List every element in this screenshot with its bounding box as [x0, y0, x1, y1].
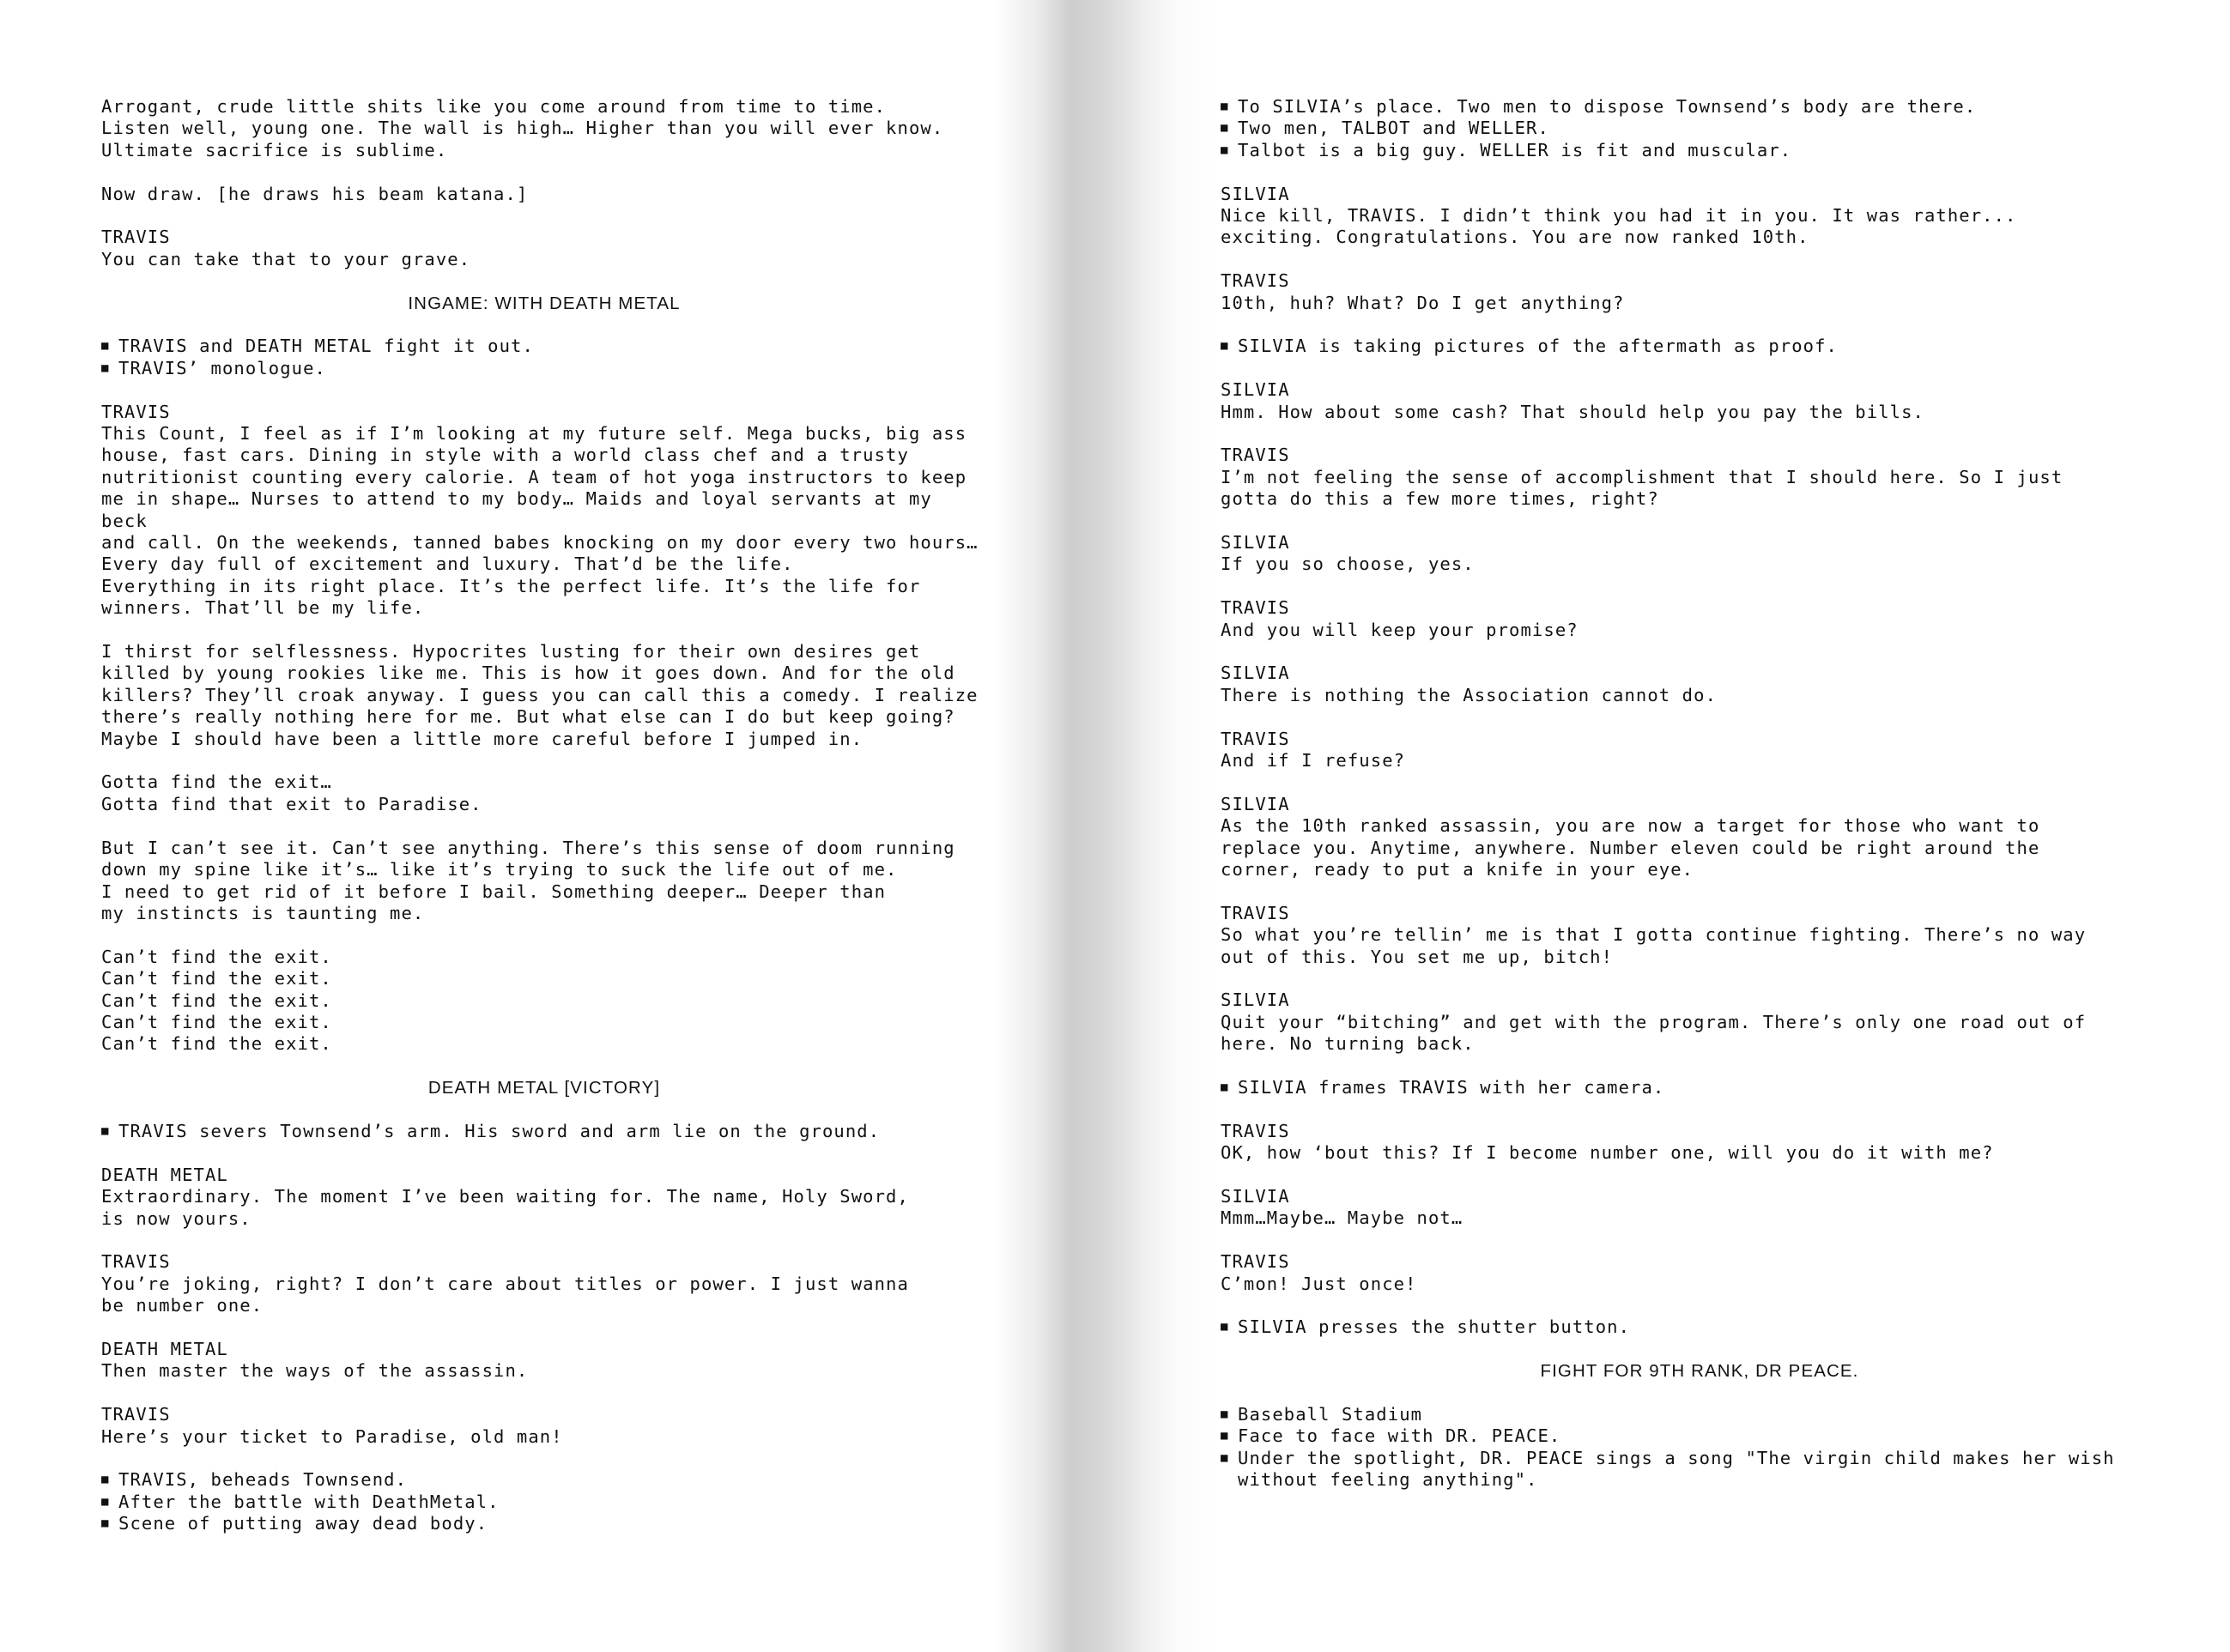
text-line: TRAVIS	[101, 1404, 171, 1425]
bullet-item	[101, 336, 987, 357]
text-line: As the 10th ranked assassin, you are now a target for those who want to	[1221, 815, 2040, 837]
bullet-item	[1221, 96, 2178, 118]
dialogue-block	[101, 96, 987, 161]
dialogue-block	[101, 1339, 987, 1383]
left-page-content	[101, 96, 987, 1535]
dialogue-block	[101, 838, 987, 925]
bullet-text: To SILVIA’s place. Two men to dispose Townsend’s body are there.	[1238, 96, 1977, 117]
dialogue-block	[1221, 184, 2178, 249]
text-line: Can’t find the exit.	[101, 968, 332, 989]
text-line: there’s really nothing here for me. But what else can I do but keep going?	[101, 706, 955, 728]
bullet-square-icon: ■	[101, 360, 110, 375]
text-line: replace you. Anytime, anywhere. Number eleven could be right around the	[1221, 837, 2040, 858]
bullet-square-icon: ■	[101, 1494, 110, 1509]
bullet-square-icon: ■	[1221, 1429, 1229, 1443]
block-spacer	[1221, 1056, 2178, 1077]
bullet-item	[1221, 1469, 2178, 1491]
dialogue-block	[1221, 1251, 2178, 1295]
bullet-text: After the battle with DeathMetal.	[118, 1491, 500, 1512]
dialogue-block	[1221, 379, 2178, 423]
bullet-item	[101, 1492, 987, 1513]
text-line: 10th, huh? What? Do I get anything?	[1221, 292, 1625, 313]
bullet-text: Talbot is a big guy. WELLER is fit and muscular.	[1238, 139, 1792, 160]
block-spacer	[1221, 576, 2178, 597]
block-spacer	[101, 1317, 987, 1339]
bullet-list	[1221, 336, 2178, 357]
text-line: TRAVIS	[101, 227, 171, 248]
text-line: TRAVIS	[101, 1251, 171, 1273]
block-spacer	[101, 924, 987, 946]
text-line: Then master the ways of the assassin.	[101, 1360, 529, 1382]
bullet-item	[101, 1121, 987, 1142]
dialogue-block	[101, 227, 987, 270]
text-line: Can’t find the exit.	[101, 946, 332, 967]
text-line: SILVIA	[1221, 379, 1290, 401]
text-line: C’mon! Just once!	[1221, 1273, 1417, 1294]
text-line: out of this. You set me up, bitch!	[1221, 946, 1614, 967]
bullet-square-icon	[1221, 1469, 1238, 1491]
text-line: TRAVIS	[1221, 728, 1290, 749]
right-page-content	[1221, 96, 2178, 1492]
text-line: If you so choose, yes.	[1221, 554, 1475, 575]
bullet-item	[1221, 1404, 2178, 1425]
dialogue-block	[101, 1404, 987, 1448]
block-spacer	[1221, 706, 2178, 728]
bullet-square-icon: ■	[1221, 1080, 1229, 1095]
bullet-square-icon: ■	[101, 339, 110, 354]
block-spacer	[1221, 968, 2178, 989]
block-spacer	[1221, 249, 2178, 270]
bullet-text: without feeling anything".	[1238, 1469, 1538, 1491]
text-line: SILVIA	[1221, 989, 1290, 1011]
text-line: down my spine like it’s… like it’s trying to suck the life out of me.	[101, 859, 898, 880]
dialogue-block	[1221, 794, 2178, 881]
text-line: DEATH METAL	[101, 1338, 228, 1359]
text-line: SILVIA	[1221, 793, 1290, 814]
block-spacer	[101, 314, 987, 336]
text-line: and call. On the weekends, tanned babes knocking on my door every two hours…	[101, 532, 979, 554]
bullet-list	[101, 1121, 987, 1142]
dialogue-block	[101, 184, 987, 205]
dialogue-block	[1221, 663, 2178, 706]
text-line: Every day full of excitement and luxury. That’d be the life.	[101, 554, 794, 575]
bullet-text: TRAVIS and DEATH METAL fight it out.	[118, 336, 534, 357]
dialogue-block	[1221, 1186, 2178, 1230]
block-spacer	[1221, 1383, 2178, 1404]
text-line: And you will keep your promise?	[1221, 619, 1579, 640]
block-spacer	[101, 1142, 987, 1164]
scene-heading: INGAME: WITH DEATH METAL	[408, 293, 681, 313]
dialogue-block	[101, 947, 987, 1056]
bullet-text: SILVIA is taking pictures of the aftermath as proof.	[1238, 336, 1838, 357]
dialogue-block	[1221, 270, 2178, 314]
text-line: me in shape… Nurses to attend to my body… Maids and loyal servants at my beck	[101, 488, 944, 531]
text-line: be number one.	[101, 1295, 264, 1316]
dialogue-block	[101, 1251, 987, 1316]
bullet-text: Two men, TALBOT and WELLER.	[1238, 118, 1549, 139]
block-spacer	[1221, 1098, 2178, 1120]
dialogue-block	[101, 402, 987, 620]
block-spacer	[101, 1230, 987, 1251]
text-line: Hmm. How about some cash? That should help you pay the bills.	[1221, 401, 1924, 422]
bullet-item	[1221, 336, 2178, 357]
bullet-list	[1221, 1077, 2178, 1098]
dialogue-block	[1221, 989, 2178, 1055]
block-spacer	[101, 1099, 987, 1121]
bullet-text: TRAVIS’ monologue.	[118, 357, 326, 378]
dialogue-block	[1221, 1121, 2178, 1165]
text-line: SILVIA	[1221, 1186, 1290, 1207]
block-spacer	[101, 815, 987, 837]
bullet-list	[101, 1469, 987, 1534]
bullet-square-icon: ■	[1221, 339, 1229, 354]
text-line: DEATH METAL	[101, 1164, 228, 1185]
text-line: is now yours.	[101, 1207, 251, 1229]
text-line: killed by young rookies like me. This is how it goes down. And for the old	[101, 663, 955, 684]
block-spacer	[101, 1448, 987, 1469]
block-spacer	[1221, 1230, 2178, 1251]
text-line: winners. That’ll be my life.	[101, 597, 425, 619]
text-line: I’m not feeling the sense of accomplishment that I should here. So I just	[1221, 466, 2063, 487]
scene-heading: DEATH METAL [VICTORY]	[427, 1078, 661, 1098]
bullet-item	[1221, 140, 2178, 161]
block-spacer	[1221, 772, 2178, 793]
text-line: Gotta find the exit…	[101, 772, 332, 793]
text-line: Everything in its right place. It’s the perfect life. It’s the life for	[101, 575, 921, 596]
bullet-text: SILVIA frames TRAVIS with her camera.	[1238, 1077, 1665, 1098]
text-line: Mmm…Maybe… Maybe not…	[1221, 1207, 1463, 1229]
bullet-text: SILVIA presses the shutter button.	[1238, 1316, 1631, 1338]
text-line: Extraordinary. The moment I’ve been waiting for. The name, Holy Sword,	[101, 1186, 909, 1207]
bullet-list	[101, 336, 987, 379]
dialogue-block	[1221, 532, 2178, 576]
scene-heading: FIGHT FOR 9TH RANK, DR PEACE.	[1540, 1361, 1859, 1382]
bullet-text: Face to face with DR. PEACE.	[1238, 1425, 1561, 1447]
block-spacer	[1221, 423, 2178, 445]
bullet-square-icon: ■	[1221, 1320, 1229, 1334]
bullet-text: Scene of putting away dead body.	[118, 1513, 488, 1534]
text-line: Quit your “bitching” and get with the program. There’s only one road out of	[1221, 1011, 2087, 1032]
dialogue-block	[1221, 445, 2178, 510]
bullet-text: TRAVIS, beheads Townsend.	[118, 1469, 408, 1491]
text-line: exciting. Congratulations. You are now ranked 10th.	[1221, 227, 1809, 248]
text-line: So what you’re tellin’ me is that I gotta continue fighting. There’s no way	[1221, 924, 2087, 946]
bullet-item	[101, 358, 987, 379]
text-line: You’re joking, right? I don’t care about titles or power. I just wanna	[101, 1273, 909, 1294]
text-line: There is nothing the Association cannot do.	[1221, 684, 1718, 705]
text-line: But I can’t see it. Can’t see anything. There’s this sense of doom running	[101, 837, 955, 858]
bullet-list	[1221, 1404, 2178, 1492]
text-line: SILVIA	[1221, 663, 1290, 684]
dialogue-block	[1221, 903, 2178, 968]
bullet-list	[1221, 1316, 2178, 1338]
bullet-square-icon: ■	[1221, 121, 1229, 136]
bullet-item	[1221, 1077, 2178, 1098]
text-line: TRAVIS	[1221, 1251, 1290, 1273]
bullet-item	[1221, 1316, 2178, 1338]
text-line: This Count, I feel as if I’m looking at my future self. Mega bucks, big ass	[101, 423, 967, 445]
bullet-square-icon: ■	[101, 1516, 110, 1531]
block-spacer	[101, 620, 987, 641]
text-line: nutritionist counting every calorie. A team of hot yoga instructors to keep	[101, 466, 967, 487]
text-line: TRAVIS	[1221, 270, 1290, 292]
text-line: here. No turning back.	[1221, 1033, 1475, 1055]
block-spacer	[101, 161, 987, 183]
text-line: And if I refuse?	[1221, 750, 1406, 772]
text-line: TRAVIS	[1221, 597, 1290, 619]
block-spacer	[101, 750, 987, 772]
text-line: TRAVIS	[1221, 445, 1290, 466]
block-spacer	[101, 1383, 987, 1404]
bullet-square-icon: ■	[1221, 142, 1229, 157]
block-spacer	[101, 1056, 987, 1077]
bullet-item	[1221, 1425, 2178, 1447]
block-spacer	[1221, 641, 2178, 663]
bullet-square-icon: ■	[101, 1473, 110, 1487]
bullet-item	[1221, 118, 2178, 139]
text-line: Listen well, young one. The wall is high… Higher than you will ever know.	[101, 118, 944, 139]
text-line: house, fast cars. Dining in style with a world class chef and a trusty	[101, 445, 909, 466]
text-line: TRAVIS	[101, 401, 171, 422]
block-spacer	[101, 205, 987, 227]
bullet-item	[101, 1513, 987, 1534]
bullet-square-icon: ■	[101, 1123, 110, 1138]
bullet-square-icon: ■	[1221, 1450, 1229, 1465]
text-line: Can’t find the exit.	[101, 1011, 332, 1032]
bullet-square-icon: ■	[1221, 100, 1229, 113]
text-line: I need to get rid of it before I bail. Something deeper… Deeper than	[101, 880, 887, 902]
text-line: Arrogant, crude little shits like you come around from time to time.	[101, 96, 887, 117]
block-spacer	[1221, 1339, 2178, 1360]
bullet-square-icon: ■	[1221, 1407, 1229, 1422]
text-line: SILVIA	[1221, 183, 1290, 204]
text-line: Now draw. [he draws his beam katana.]	[101, 183, 529, 204]
block-spacer	[1221, 511, 2178, 532]
text-line: Maybe I should have been a little more careful before I jumped in.	[101, 728, 864, 749]
text-line: killers? They’ll croak anyway. I guess you can call this a comedy. I realize	[101, 684, 979, 705]
left-page	[0, 0, 1039, 1652]
bullet-item	[1221, 1448, 2178, 1469]
block-spacer	[1221, 1295, 2178, 1316]
block-spacer	[101, 270, 987, 292]
text-line: Ultimate sacrifice is sublime.	[101, 139, 448, 160]
dialogue-block	[101, 772, 987, 815]
text-line: corner, ready to put a knife in your eye.	[1221, 859, 1694, 880]
right-page	[1039, 0, 2230, 1652]
text-line: Nice kill, TRAVIS. I didn’t think you had it in you. It was rather...	[1221, 205, 2017, 227]
text-line: TRAVIS	[1221, 1120, 1290, 1141]
block-spacer	[1221, 1165, 2178, 1186]
text-line: I thirst for selflessness. Hypocrites lusting for their own desires get	[101, 641, 921, 663]
bullet-text: TRAVIS severs Townsend’s arm. His sword and arm lie on the ground.	[118, 1120, 881, 1141]
block-spacer	[1221, 880, 2178, 902]
dialogue-block	[101, 641, 987, 750]
text-line: Here’s your ticket to Paradise, old man!	[101, 1425, 563, 1447]
block-spacer	[1221, 314, 2178, 336]
text-line: gotta do this a few more times, right?	[1221, 488, 1659, 510]
text-line: SILVIA	[1221, 532, 1290, 554]
bullet-item	[101, 1469, 987, 1491]
dialogue-block	[1221, 597, 2178, 641]
text-line: OK, how ‘bout this? If I become number one, will you do it with me?	[1221, 1142, 1994, 1164]
text-line: Can’t find the exit.	[101, 1033, 332, 1055]
block-spacer	[1221, 161, 2178, 183]
text-line: You can take that to your grave.	[101, 248, 471, 269]
text-line: Can’t find the exit.	[101, 989, 332, 1011]
text-line: Gotta find that exit to Paradise.	[101, 793, 482, 814]
block-spacer	[1221, 358, 2178, 379]
text-line: TRAVIS	[1221, 902, 1290, 923]
bullet-text: Baseball Stadium	[1238, 1404, 1423, 1425]
dialogue-block	[101, 1165, 987, 1230]
dialogue-block	[1221, 729, 2178, 772]
text-line: my instincts is taunting me.	[101, 902, 425, 923]
bullet-text: Under the spotlight, DR. PEACE sings a song "The virgin child makes her wish	[1238, 1447, 2115, 1468]
block-spacer	[101, 379, 987, 401]
bullet-list	[1221, 96, 2178, 161]
